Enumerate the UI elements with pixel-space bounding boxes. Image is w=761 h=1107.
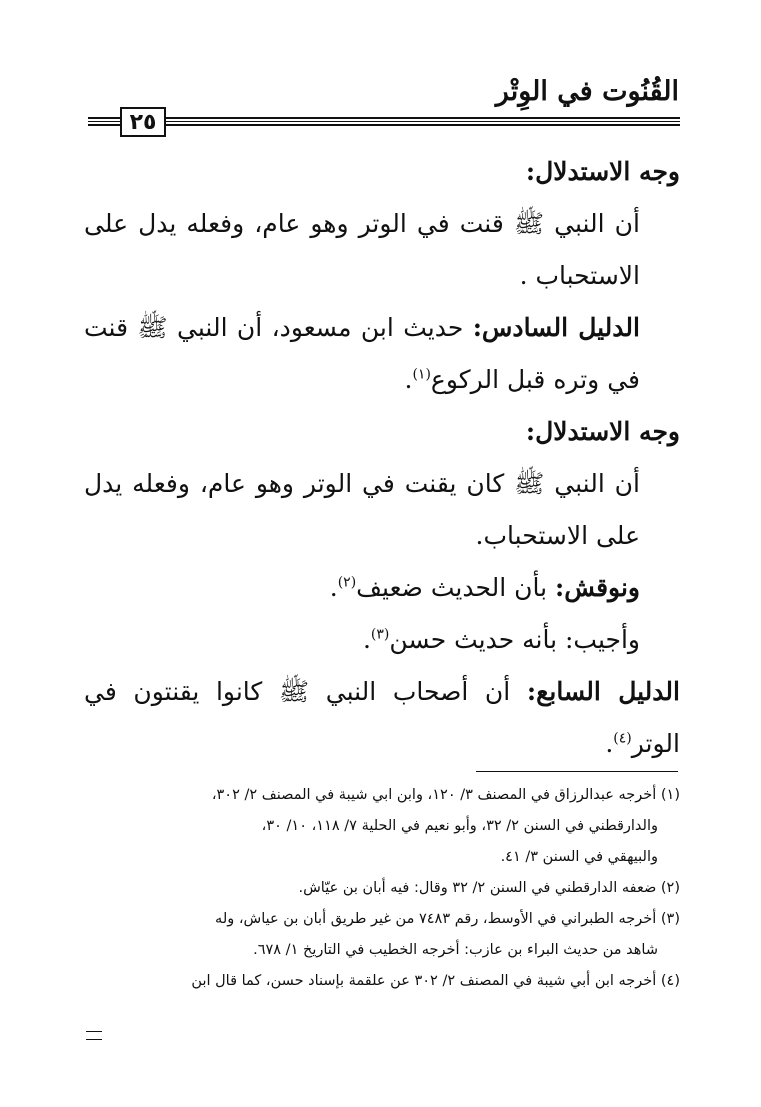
footnote-line: شاهد من حديث البراء بن عازب: أخرجه الخطيب في التاريخ ١/ ٦٧٨. bbox=[253, 942, 658, 958]
paragraph-text: حديث ابن مسعود، أن النبي ﷺ قنت في وتره قبل الركوع bbox=[84, 313, 640, 394]
end-dot: . bbox=[404, 365, 413, 394]
footnote-ref: (٤) bbox=[613, 730, 632, 747]
continuation-mark bbox=[86, 1031, 102, 1040]
header-rule bbox=[88, 117, 680, 119]
end-dot: . bbox=[605, 729, 614, 758]
footnote-line: (٤) أخرجه ابن أبي شيبة في المصنف ٢/ ٣٠٢ عن علقمة بإسناد حسن، كما قال ابن bbox=[191, 973, 680, 989]
footnote-line: (١) أخرجه عبدالرزاق في المصنف ٣/ ١٢٠، وابن ابي شيبة في المصنف ٢/ ٣٠٢، bbox=[211, 787, 680, 803]
header-rule bbox=[88, 121, 680, 122]
paragraph bbox=[84, 562, 680, 614]
paragraph bbox=[84, 302, 680, 406]
running-header-title: القُنُوت في الوِتْر bbox=[495, 76, 679, 107]
footnotes bbox=[82, 780, 680, 997]
main-text bbox=[84, 146, 680, 770]
paragraph bbox=[84, 458, 680, 562]
footnote-separator bbox=[476, 771, 678, 772]
footnote-line: (٣) أخرجه الطبراني في الأوسط، رقم ٧٤٨٣ من غير طريق أبان بن عياش، وله bbox=[215, 911, 680, 927]
end-dot: . bbox=[329, 573, 338, 602]
heading-text: وجه الاستدلال: bbox=[525, 417, 680, 446]
paragraph-text: أن النبي ﷺ كان يقنت في الوتر وهو عام، وفعله يدل على الاستحباب. bbox=[84, 469, 640, 550]
paragraph-text: وأجيب: بأنه حديث حسن bbox=[389, 625, 640, 654]
page-number-text: ٢٥ bbox=[129, 109, 157, 135]
page-number bbox=[120, 107, 166, 137]
evidence-label: الدليل السادس: bbox=[472, 313, 640, 342]
paragraph-text: بأن الحديث ضعيف bbox=[356, 573, 555, 602]
header-rule bbox=[88, 124, 680, 126]
evidence-label: الدليل السابع: bbox=[526, 677, 680, 706]
paragraph-text: أن النبي ﷺ قنت في الوتر وهو عام، وفعله يدل على الاستحباب . bbox=[84, 209, 640, 290]
footnote-line: (٢) ضعفه الدارقطني في السنن ٢/ ٣٢ وقال: فيه أبان بن عيّاش. bbox=[298, 880, 680, 896]
paragraph bbox=[84, 614, 680, 666]
footnote-line: والدارقطني في السنن ٢/ ٣٢، وأبو نعيم في الحلية ٧/ ١١٨، ١٠/ ٣٠، bbox=[261, 818, 658, 834]
footnote-ref: (١) bbox=[412, 366, 431, 383]
section-heading bbox=[84, 146, 680, 198]
section-heading bbox=[84, 406, 680, 458]
end-dot: . bbox=[362, 625, 371, 654]
objection-label: ونوقش: bbox=[555, 573, 640, 602]
paragraph-text: أن أصحاب النبي ﷺ كانوا يقنتون في الوتر bbox=[84, 677, 680, 758]
paragraph bbox=[84, 666, 680, 770]
heading-text: وجه الاستدلال: bbox=[525, 157, 680, 186]
footnote-line: والبيهقي في السنن ٣/ ٤١. bbox=[500, 849, 658, 865]
footnote-ref: (٢) bbox=[337, 574, 357, 591]
footnote-ref: (٣) bbox=[370, 626, 390, 643]
paragraph bbox=[84, 198, 680, 302]
